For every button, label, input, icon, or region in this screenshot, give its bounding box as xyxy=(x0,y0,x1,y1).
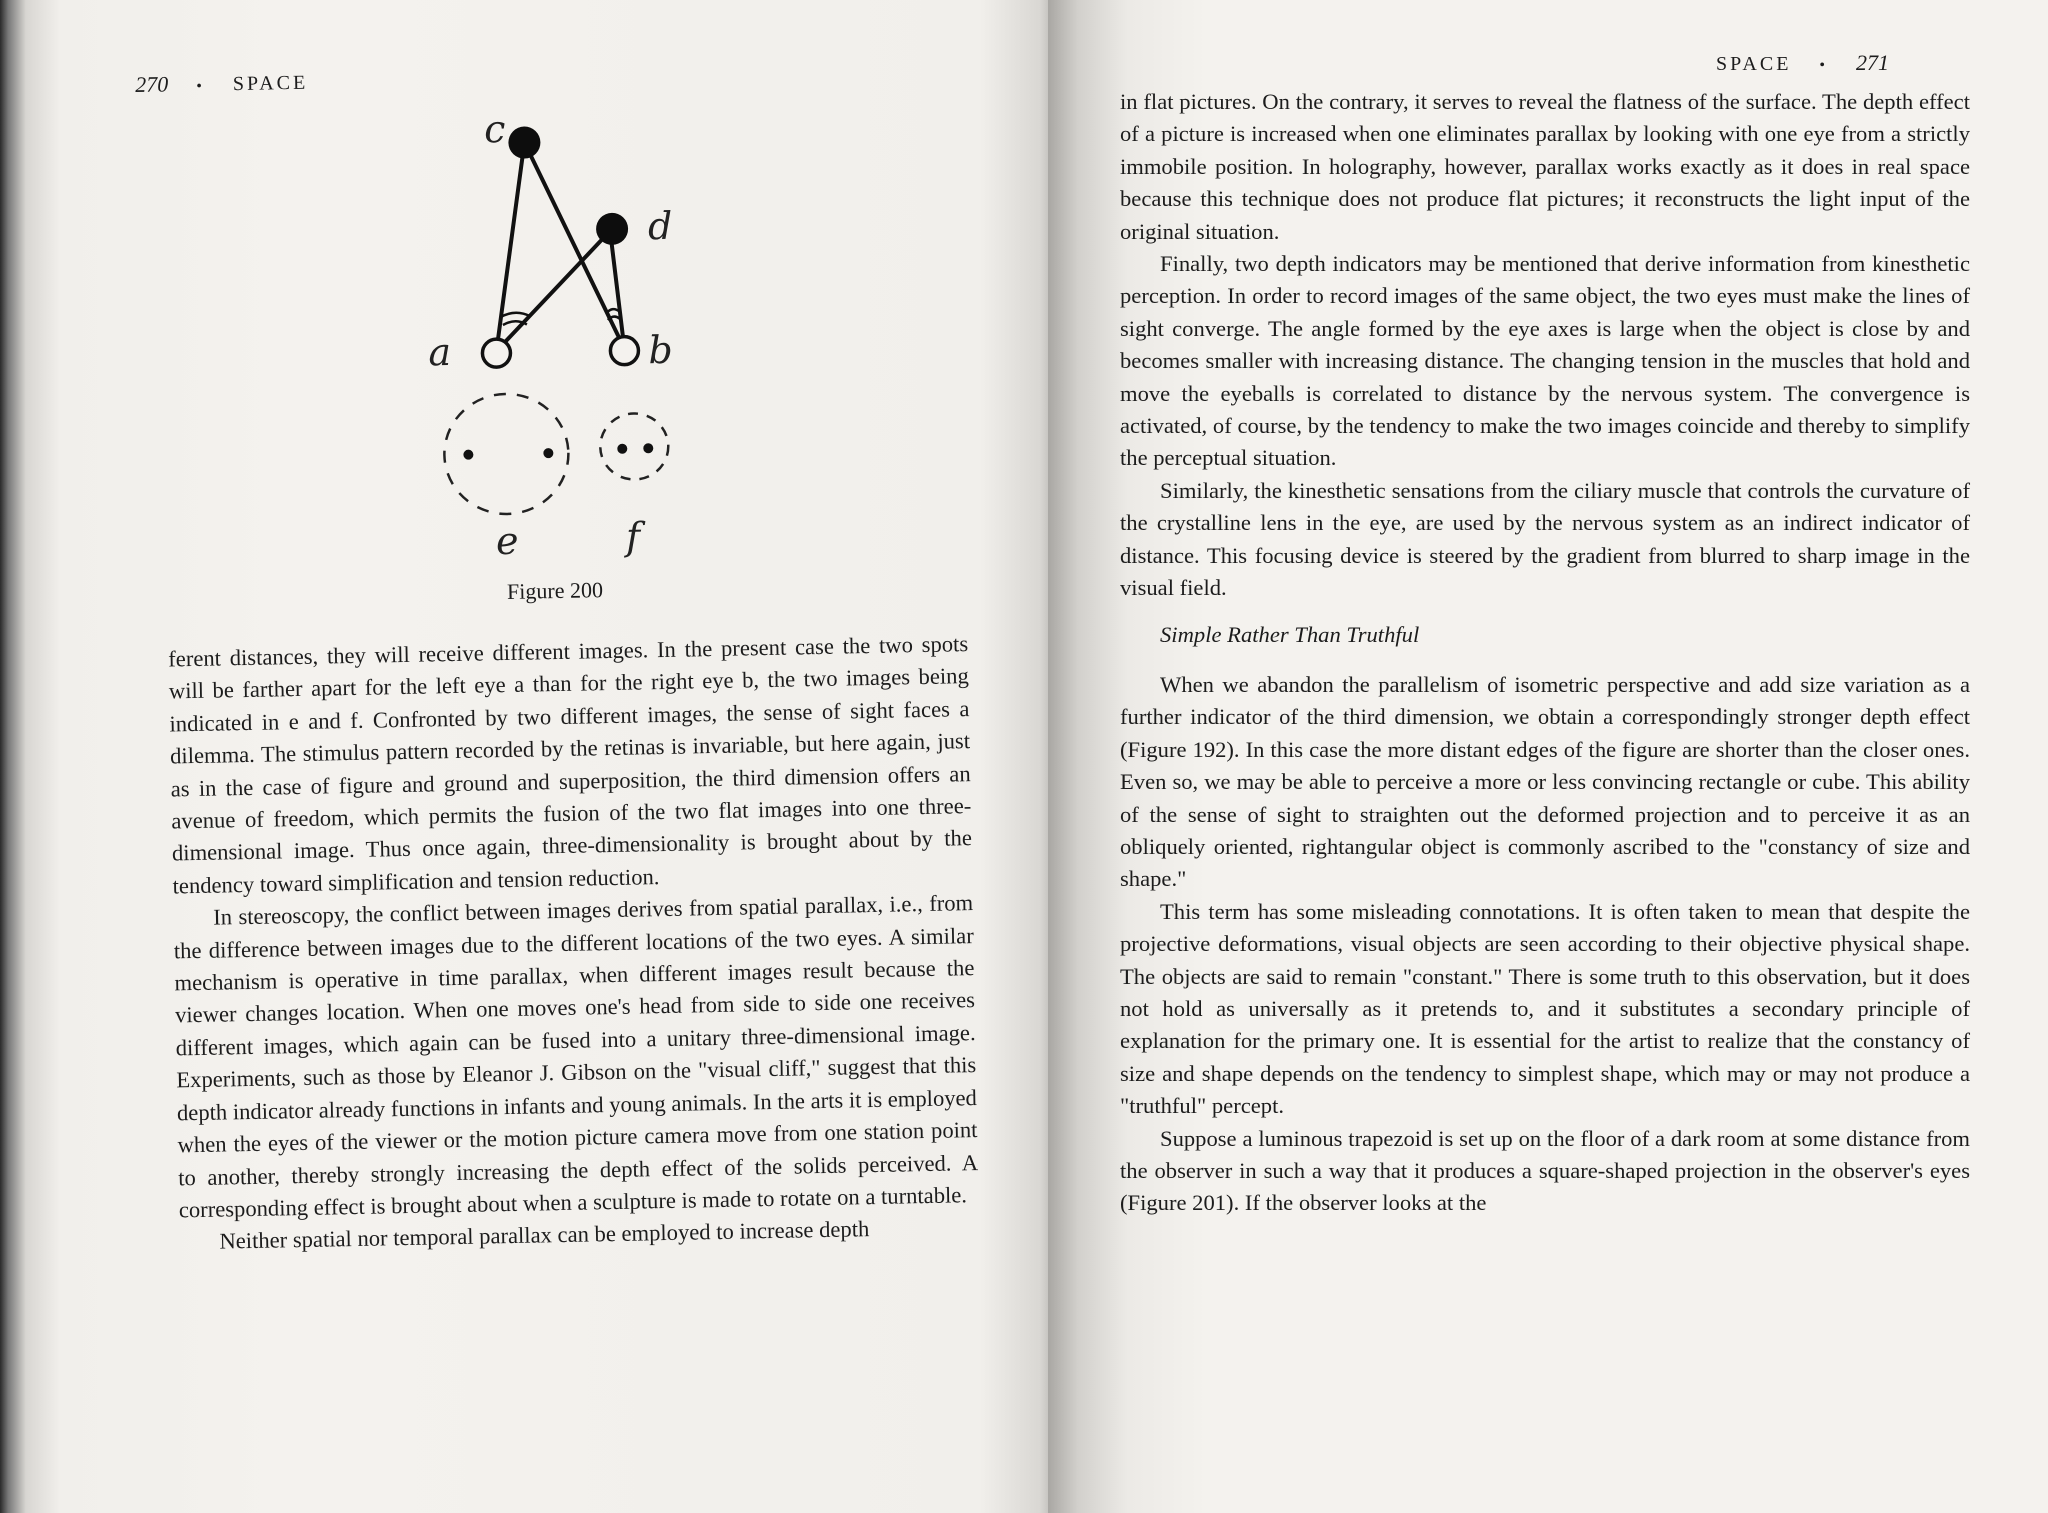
figure-label-d: d xyxy=(647,203,673,249)
figure-label-e: e xyxy=(495,518,519,564)
figure-200 xyxy=(406,106,714,564)
section-heading: Simple Rather Than Truthful xyxy=(1160,621,1420,647)
figure-label-c: c xyxy=(483,106,506,152)
paragraph: Neither spatial nor temporal parallax can be employed to increase depth xyxy=(219,1216,870,1254)
right-running-head xyxy=(1716,50,1889,76)
figure-label-a: a xyxy=(428,330,452,375)
sight-line-a-c xyxy=(492,143,528,352)
right-page-number: 271 xyxy=(1856,50,1890,75)
image-e-dot-left xyxy=(463,450,473,460)
separator-dot: • xyxy=(196,77,206,95)
left-running-head-title: SPACE xyxy=(232,71,309,96)
figure-caption: Figure 200 xyxy=(506,577,604,604)
eye-b xyxy=(610,336,639,365)
paragraph: Suppose a luminous trapezoid is set up on the floor of a dark room at some distance from the observer in such a way that it produces a square-shaped projection in the observer's eyes (Figure 201). If the observer looks at the xyxy=(1120,1125,1970,1216)
figure-label-f: f xyxy=(625,514,641,559)
object-c xyxy=(508,126,541,159)
paragraph: When we abandon the parallelism of isometric perspective and add size variation as a further indicator of the third dimension, we obtain a correspondingly stronger depth effect (Figure 192). In this case the more distant edges of the figure are shorter than the closer ones. Even so, we may be able to perceive a more or less convincing rectangle or cube. This ability of the sense of sight to straighten out the deformed projection and to perceive it as an obliquely oriented, rightangular object is commonly ascribed to the "constancy of size and shape." xyxy=(1120,671,1970,892)
angle-arc-b-outer xyxy=(607,309,620,313)
right-body-text xyxy=(1120,86,1970,1220)
angle-arc-a-outer xyxy=(501,312,531,317)
paragraph: Similarly, the kinesthetic sensations from the ciliary muscle that controls the curvature of the crystalline lens in the eye, are used by the nervous system as an indirect indicator of distance. This focusing device is steered by the gradient from blurred to sharp image in the visual field. xyxy=(1120,477,1970,601)
paragraph: This term has some misleading connotations. It is often taken to mean that despite the projective deformations, visual objects are seen according to their objective physical shape. The objects are said to remain "constant." There is some truth to this observation, but it does not hold as universally as it pretends to, and it substitutes a secondary principle of explanation for the primary one. It is essential for the artist to realize that the constancy of size and shape depends on the tendency to simplest shape, which may or may not produce a "truthful" percept. xyxy=(1120,898,1970,1119)
paragraph: In stereoscopy, the conflict between images derives from spatial parallax, i.e., from the difference between images due to the different locations of the two eyes. A similar mechanism is operative in time parallax, when different images result because the viewer changes location. When one moves one's head from side to side one receives different images, which again can be fused into a unitary three-dimensional image. Experiments, such as those by Eleanor J. Gibson on the "visual cliff," suggest that this depth indicator already functions in infants and young animals. In the arts it is employed when the eyes of the viewer or the motion picture camera move from one station point to another, thereby strongly increasing the depth effect of the solids perceived. A corresponding effect is brought about when a sculpture is made to rotate on a turntable. xyxy=(173,890,979,1223)
image-f-dot-right xyxy=(643,443,653,453)
left-running-head xyxy=(135,69,308,98)
image-e-dot-right xyxy=(543,448,553,458)
separator-dot: • xyxy=(1819,57,1829,74)
paragraph: ferent distances, they will receive different images. In the present case the two spots will be farther apart for the left eye a than for the right eye b, the two images being indicated in e and f. Confronted by two different images, the sense of sight faces a dilemma. The stimulus pattern recorded by the retinas is invariable, but here again, just as in the case of figure and ground and superposition, the third dimension offers an avenue of freedom, which permits the fusion of the two flat images into one three-dimensional image. Thus once again, three-dimensionality is brought about by the tendency toward simplification and tension reduction. xyxy=(168,631,973,899)
image-f-dot-left xyxy=(617,444,627,454)
paragraph: Finally, two depth indicators may be mentioned that derive information from kinesthetic perception. In order to record images of the same object, the two eyes must make the lines of sight converge. The angle formed by the eye axes is large when the object is close by and becomes smaller with increasing distance. The changing tension in the muscles that hold and move the eyeballs is correlated to distance by the nervous system. The convergence is activated, of course, by the tendency to make the two images coincide and thereby to simplify the perceptual situation. xyxy=(1120,251,1970,471)
angle-arc-b-inner xyxy=(608,316,620,320)
image-f-outline xyxy=(600,413,669,480)
figure-label-b: b xyxy=(647,327,674,373)
eye-a xyxy=(482,339,511,368)
left-body-text xyxy=(168,628,980,1259)
paragraph: in flat pictures. On the contrary, it serves to reveal the flatness of the surface. The depth effect of a picture is increased when one eliminates parallax by looking with one eye from a strictly immobile position. In holography, however, parallax works exactly as it does in real space because this technique does not produce flat pictures; it reconstructs the light input of the original situation. xyxy=(1120,89,1970,244)
right-page xyxy=(1048,0,2048,1513)
left-page-number: 270 xyxy=(134,71,169,98)
right-running-head-title: SPACE xyxy=(1716,53,1792,75)
